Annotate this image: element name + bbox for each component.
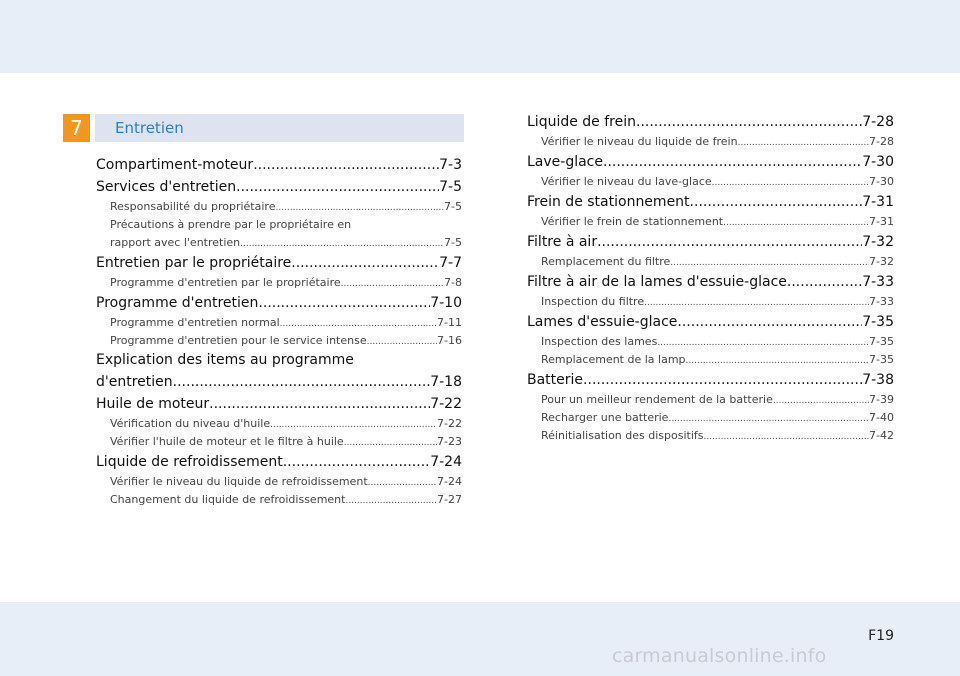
toc-subentry[interactable]: Vérifier l'huile de moteur et le filtre à huile ..... 7-23	[96, 433, 462, 451]
toc-entry[interactable]: Batterie ..... 7-38	[527, 369, 894, 391]
toc-subentry[interactable]: Changement du liquide de refroidissement ..... 7-27	[96, 491, 462, 509]
toc-entry[interactable]: Liquide de refroidissement ..... 7-24	[96, 451, 462, 473]
toc-subentry[interactable]: Programme d'entretien pour le service intense ..... 7-16	[96, 332, 462, 350]
chapter-number: 7	[63, 114, 90, 142]
toc-entry[interactable]: Filtre à air de la lames d'essuie-glace ..... 7-33	[527, 271, 894, 293]
toc-entry[interactable]: Compartiment-moteur ..... 7-3	[96, 154, 462, 176]
toc-subentry[interactable]: Programme d'entretien par le propriétaire ..... 7-8	[96, 274, 462, 292]
page-number: F19	[868, 628, 894, 644]
toc-subentry[interactable]: Remplacement du filtre ..... 7-32	[527, 253, 894, 271]
toc-subentry[interactable]: Vérifier le frein de stationnement ..... 7-31	[527, 213, 894, 231]
toc-subentry[interactable]: Vérification du niveau d'huile ..... 7-22	[96, 415, 462, 433]
toc-subentry[interactable]: Pour un meilleur rendement de la batterie ..... 7-39	[527, 391, 894, 409]
chapter-title: Entretien	[95, 114, 464, 142]
toc-entry[interactable]: d'entretien ..... 7-18	[96, 371, 462, 393]
toc-subentry-line[interactable]: Précautions à prendre par le propriétaire en	[110, 218, 352, 231]
toc-entry[interactable]: Lave-glace ..... 7-30	[527, 151, 894, 173]
toc-subentry[interactable]: Vérifier le niveau du liquide de frein ..... 7-28	[527, 133, 894, 151]
toc-subentry[interactable]: Responsabilité du propriétaire ..... 7-5	[96, 198, 462, 216]
toc-entry[interactable]: Huile de moteur ..... 7-22	[96, 393, 462, 415]
toc-left-column	[96, 154, 462, 509]
watermark: carmanualsonline.info	[612, 645, 827, 667]
toc-entry[interactable]: Frein de stationnement ..... 7-31	[527, 191, 894, 213]
toc-entry[interactable]: Entretien par le propriétaire ..... 7-7	[96, 252, 462, 274]
toc-entry[interactable]: Filtre à air ..... 7-32	[527, 231, 894, 253]
toc-subentry[interactable]: Programme d'entretien normal ..... 7-11	[96, 314, 462, 332]
toc-subentry[interactable]: Vérifier le niveau du lave-glace ..... 7-30	[527, 173, 894, 191]
toc-subentry[interactable]: Remplacement de la lamp ..... 7-35	[527, 351, 894, 369]
toc-subentry[interactable]: Recharger une batterie ..... 7-40	[527, 409, 894, 427]
toc-entry[interactable]: Services d'entretien ..... 7-5	[96, 176, 462, 198]
toc-right-column	[527, 111, 894, 445]
toc-entry[interactable]: Lames d'essuie-glace ..... 7-35	[527, 311, 894, 333]
toc-subentry[interactable]: Réinitialisation des dispositifs ..... 7-42	[527, 427, 894, 445]
top-band	[0, 0, 960, 73]
toc-entry[interactable]: Programme d'entretien ..... 7-10	[96, 292, 462, 314]
toc-subentry[interactable]: Inspection du filtre ..... 7-33	[527, 293, 894, 311]
toc-entry-line[interactable]: Explication des items au programme	[96, 352, 354, 368]
toc-subentry[interactable]: rapport avec l'entretien ..... 7-5	[96, 234, 462, 252]
toc-subentry[interactable]: Vérifier le niveau du liquide de refroidissement ..... 7-24	[96, 473, 462, 491]
toc-subentry[interactable]: Inspection des lames ..... 7-35	[527, 333, 894, 351]
toc-entry[interactable]: Liquide de frein ..... 7-28	[527, 111, 894, 133]
